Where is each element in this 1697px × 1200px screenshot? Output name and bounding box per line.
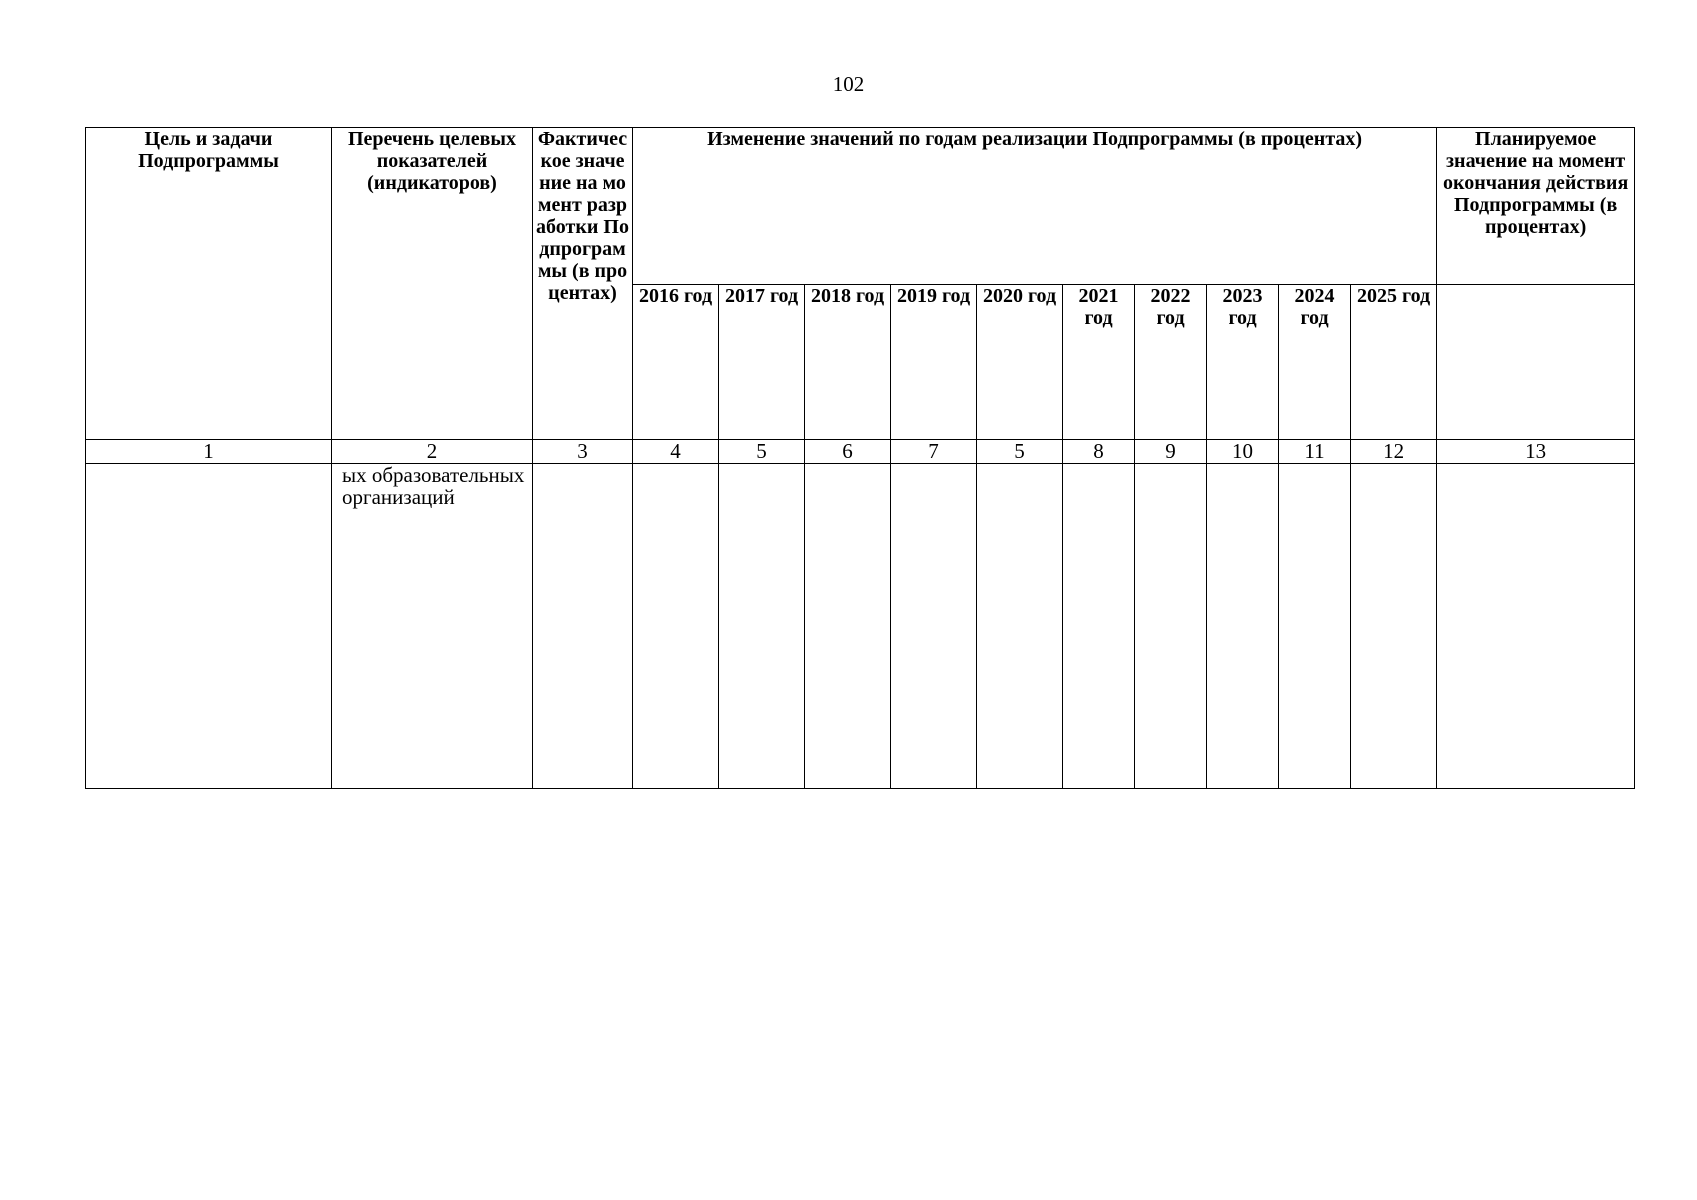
header-year: 2025 год [1351,285,1437,440]
header-year: 2019 год [891,285,977,440]
header-year: 2017 год [719,285,805,440]
year-value-cell [633,464,719,789]
header-year: 2024 год [1279,285,1351,440]
year-value-cell [977,464,1063,789]
column-number: 3 [533,440,633,464]
header-year: 2016 год [633,285,719,440]
header-year: 2022 год [1135,285,1207,440]
column-number: 13 [1437,440,1635,464]
year-value-cell [1135,464,1207,789]
column-number: 5 [719,440,805,464]
column-number: 5 [977,440,1063,464]
column-number: 12 [1351,440,1437,464]
column-number: 8 [1063,440,1135,464]
header-year: 2023 год [1207,285,1279,440]
year-value-cell [1351,464,1437,789]
column-number: 11 [1279,440,1351,464]
column-number: 4 [633,440,719,464]
indicators-table [85,127,1635,789]
column-number: 1 [86,440,332,464]
header-planned-value: Планируемое значение на момент окончания действия Подпрограммы (в процентах) [1437,128,1635,285]
header-actual-value: Фактическое значение на момент разработки Подпрограммы (в процентах) [533,128,633,440]
goal-cell [86,464,332,789]
header-year: 2021 год [1063,285,1135,440]
year-value-cell [1063,464,1135,789]
year-value-cell [1207,464,1279,789]
header-planned-empty [1437,285,1635,440]
year-value-cell [719,464,805,789]
column-number-row [86,440,1635,464]
column-number: 2 [332,440,533,464]
column-number: 7 [891,440,977,464]
column-number: 6 [805,440,891,464]
year-value-cell [891,464,977,789]
header-indicators: Перечень целевых показателей (индикаторов) [332,128,533,440]
year-value-cell [805,464,891,789]
column-number: 9 [1135,440,1207,464]
actual-value-cell [533,464,633,789]
header-change-by-years: Изменение значений по годам реализации Подпрограммы (в процентах) [633,128,1437,285]
year-value-cell [1279,464,1351,789]
table-row [86,464,1635,789]
planned-value-cell [1437,464,1635,789]
header-year: 2020 год [977,285,1063,440]
column-number: 10 [1207,440,1279,464]
page-number: 102 [832,72,865,96]
indicator-cell: ых образовательных организаций [332,464,533,789]
header-goal: Цель и задачи Подпрограммы [86,128,332,440]
header-year: 2018 год [805,285,891,440]
